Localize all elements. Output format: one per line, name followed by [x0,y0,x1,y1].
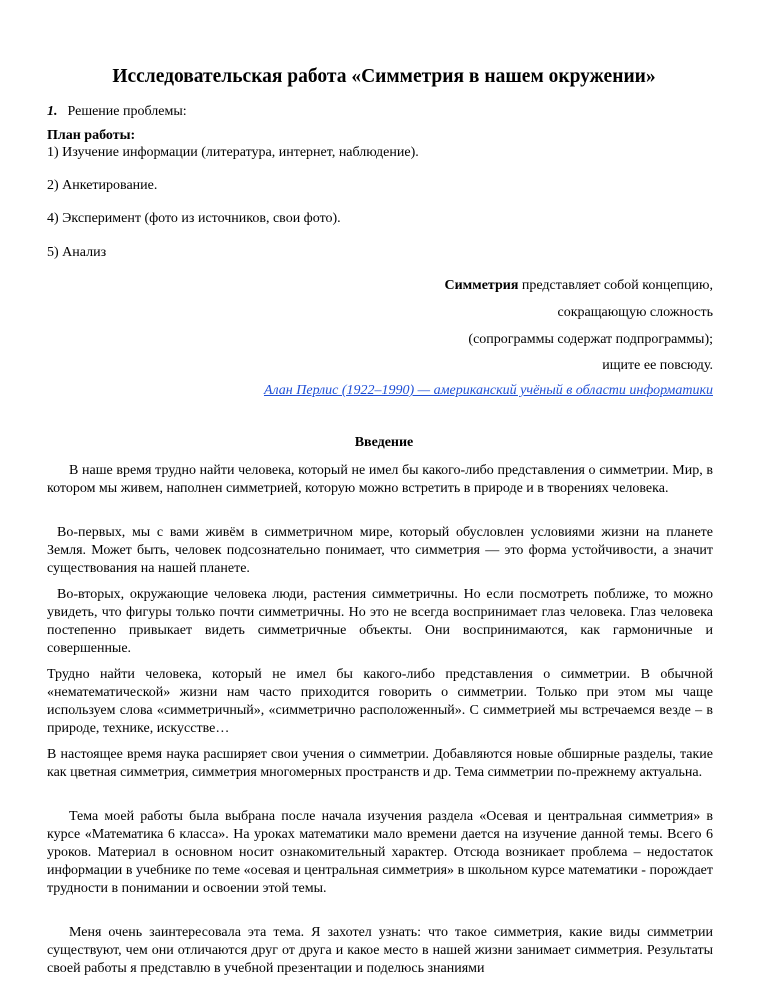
problem-number: 1. [47,104,58,119]
epigraph-line-1-text: представляет собой концепцию, [518,278,713,293]
epigraph-line-2: сокращающую сложность [557,305,713,320]
plan-item-4: 5) Анализ [47,245,107,260]
plan-item-3: 4) Эксперимент (фото из источников, свои фото). [47,211,341,226]
epigraph-line-3: (сопрограммы содержат подпрограммы); [468,332,713,347]
problem-text: Решение проблемы: [67,104,187,119]
epigraph-bold-word: Симметрия [444,278,519,293]
intro-paragraph-2: Во-первых, мы с вами живём в симметричном мире, который обусловлен условиями жизни на планете Земля. Может быть, человек подсознательно понимает, что симметрия — это форма устойчивости, а значит существования на нашей планете. [47,525,713,576]
intro-paragraph-3: Во-вторых, окружающие человека люди, растения симметричны. Но если посмотреть поближе, то можно увидеть, что фигуры только почти симметричны. Но это не всегда воспринимает глаз человека. Глаз человека постепенно привыкает видеть симметричные объекты. Они воспринимаются, как гармоничные и совершенные. [47,587,713,656]
intro-paragraph-1: В наше время трудно найти человека, который не имел бы какого-либо представления о симметрии. Мир, в котором мы живем, наполнен симметрией, которую можно встретить в природе и в творениях человека. [47,463,713,496]
intro-paragraph-5: В настоящее время наука расширяет свои учения о симметрии. Добавляются новые обширные разделы, такие как цветная симметрия, симметрия многомерных пространств и др. Тема симметрии по-прежнему актуальна. [47,747,713,780]
plan-item-2: 2) Анкетирование. [47,178,158,193]
epigraph-line-4: ищите ее повсюду. [602,358,713,373]
problem-line [47,103,187,121]
epigraph-author-link[interactable]: Алан Перлис (1922–1990) — американский учёный в области информатики [263,383,713,398]
intro-paragraph-6: Тема моей работы была выбрана после начала изучения раздела «Осевая и центральная симметрия» в курсе «Математика 6 класса». На уроках математики мало времени дается на изучение данной темы. Всего 6 уроков. Материал в основном носит ознакомительный характер. Отсюда возникает проблема – недостаток информации в учебнике по теме «осевая и центральная симметрия» в школьном курсе математики - порождает трудности в понимании и освоении этой темы. [47,809,713,896]
intro-paragraph-4: Трудно найти человека, который не имел бы какого-либо представления о симметрии. В обычной «нематематической» жизни нам часто приходится говорить о симметрии. Только при этом мы чаще используем слова «симметричный», «симметрично расположенный». С симметрией мы встречаемся везде – в природе, технике, искусстве… [47,667,713,736]
intro-paragraph-7: Меня очень заинтересовала эта тема. Я захотел узнать: что такое симметрия, какие виды симметрии существуют, чем они отличаются друг от друга и какое место в нашей жизни занимает симметрия. Результаты своей работы я представлю в учебной презентации и поделюсь знаниями [47,925,713,976]
document-title: Исследовательская работа «Симметрия в нашем окружении» [112,66,656,87]
intro-heading: Введение [354,435,414,450]
epigraph-line-1 [444,277,713,295]
plan-heading: План работы: [47,128,136,143]
plan-item-1: 1) Изучение информации (литература, интернет, наблюдение). [47,145,419,160]
